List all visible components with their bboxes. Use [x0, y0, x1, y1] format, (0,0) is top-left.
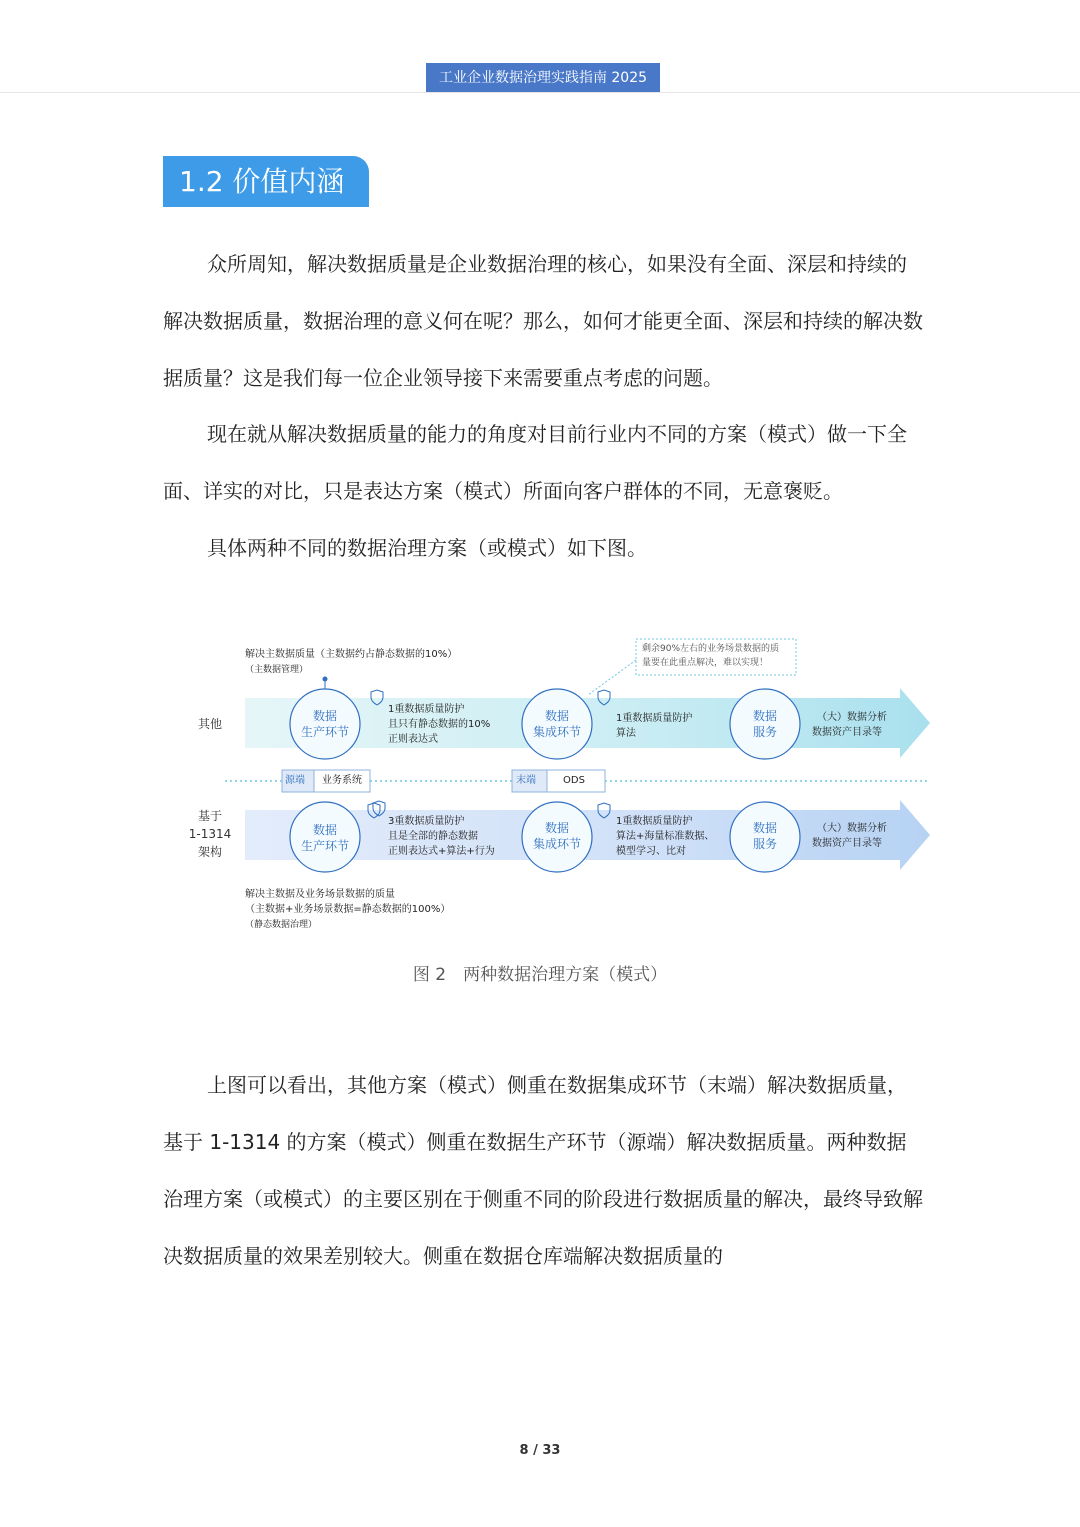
top-text2-line1: 1重数据质量防护	[616, 713, 693, 724]
bottom-text3-line2: 数据资产目录等	[812, 838, 882, 849]
paragraph-3: 具体两种不同的数据治理方案（或模式）如下图。	[207, 536, 647, 560]
bottom-text1-line1: 3重数据质量防护	[388, 816, 465, 827]
top-note-pin	[323, 677, 328, 682]
top-text2-line2: 算法	[616, 728, 636, 739]
top-text3-line1: （大）数据分析	[817, 712, 887, 723]
paragraph-2: 现在就从解决数据质量的能力的角度对目前行业内不同的方案（模式）做一下全面、详实的对比，只是表达方案（模式）所面向客户群体的不同，无意褒贬。	[163, 422, 907, 503]
bottom-text2-line3: 模型学习、比对	[616, 846, 686, 857]
top-service-label1: 数据	[752, 709, 777, 723]
row-label-1314: 基于 1-1314 架构	[188, 809, 232, 859]
top-note-line2: （主数据管理）	[245, 665, 309, 675]
top-production-label1: 数据	[312, 709, 337, 723]
bottom-production-label1: 数据	[312, 823, 337, 837]
bottom-integration-label1: 数据	[544, 821, 569, 835]
page-number: 8 / 33	[519, 1443, 561, 1458]
bottom-text1-line3: 正则表达式+算法+行为	[388, 846, 495, 857]
bottom-production-label2: 生产环节	[300, 839, 349, 853]
bottom-text1-line2: 且是全部的静态数据	[388, 831, 478, 842]
top-text1-line1: 1重数据质量防护	[388, 704, 465, 715]
bottom-service-label2: 服务	[752, 837, 777, 851]
figure-caption: 图 2 两种数据治理方案（模式）	[412, 965, 668, 985]
bottom-note-line3: （静态数据治理）	[245, 920, 318, 930]
end-label: ODS	[563, 775, 585, 786]
top-text1-line2: 且只有静态数据的10%	[388, 719, 491, 730]
section-heading: 1.2 价值内涵	[163, 156, 369, 207]
bottom-note-line2: （主数据+业务场景数据=静态数据的100%）	[245, 904, 451, 915]
data-governance-diagram	[190, 630, 935, 935]
top-service-label2: 服务	[752, 725, 777, 739]
top-text3-line2: 数据资产目录等	[812, 727, 882, 738]
top-integration-label1: 数据	[544, 709, 569, 723]
callout-line2: 量要在此重点解决，难以实现！	[642, 658, 769, 668]
paragraph-1: 众所周知，解决数据质量是企业数据治理的核心，如果没有全面、深层和持续的解决数据质量，数据治理的意义何在呢？那么，如何才能更全面、深层和持续的解决数据质量？这是我们每一位企业领导接下来需要重点考虑的问题。	[163, 252, 923, 390]
bottom-text2-line1: 1重数据质量防护	[616, 816, 693, 827]
row-label-other: 其他	[197, 717, 222, 731]
source-label: 业务系统	[322, 775, 362, 786]
header-divider	[0, 92, 1080, 93]
bottom-text2-line2: 算法+海量标准数据、	[616, 831, 715, 842]
bottom-service-label1: 数据	[752, 821, 777, 835]
paragraph-4: 上图可以看出，其他方案（模式）侧重在数据集成环节（末端）解决数据质量，基于 1-1314 的方案（模式）侧重在数据生产环节（源端）解决数据质量。两种数据治理方案（或模式）的主要区别在于侧重不同的阶段进行数据质量的解决，最终导致解决数据质量的效果差别较大。侧重在数据仓库端解决数据质量的	[163, 1073, 923, 1268]
top-production-label2: 生产环节	[300, 725, 349, 739]
bottom-integration-label2: 集成环节	[532, 837, 581, 851]
end-tag: 末端	[516, 775, 536, 786]
top-text1-line3: 正则表达式	[388, 734, 438, 745]
bottom-note-line1: 解决主数据及业务场景数据的质量	[245, 889, 395, 900]
callout-line1: 剩余90%左右的业务场景数据的质	[642, 644, 780, 654]
top-integration-label2: 集成环节	[532, 725, 581, 739]
source-tag: 源端	[285, 775, 305, 786]
bottom-text3-line1: （大）数据分析	[817, 823, 887, 834]
header-title: 工业企业数据治理实践指南 2025	[426, 63, 660, 93]
top-note-line1: 解决主数据质量（主数据约占静态数据的10%）	[245, 649, 458, 660]
